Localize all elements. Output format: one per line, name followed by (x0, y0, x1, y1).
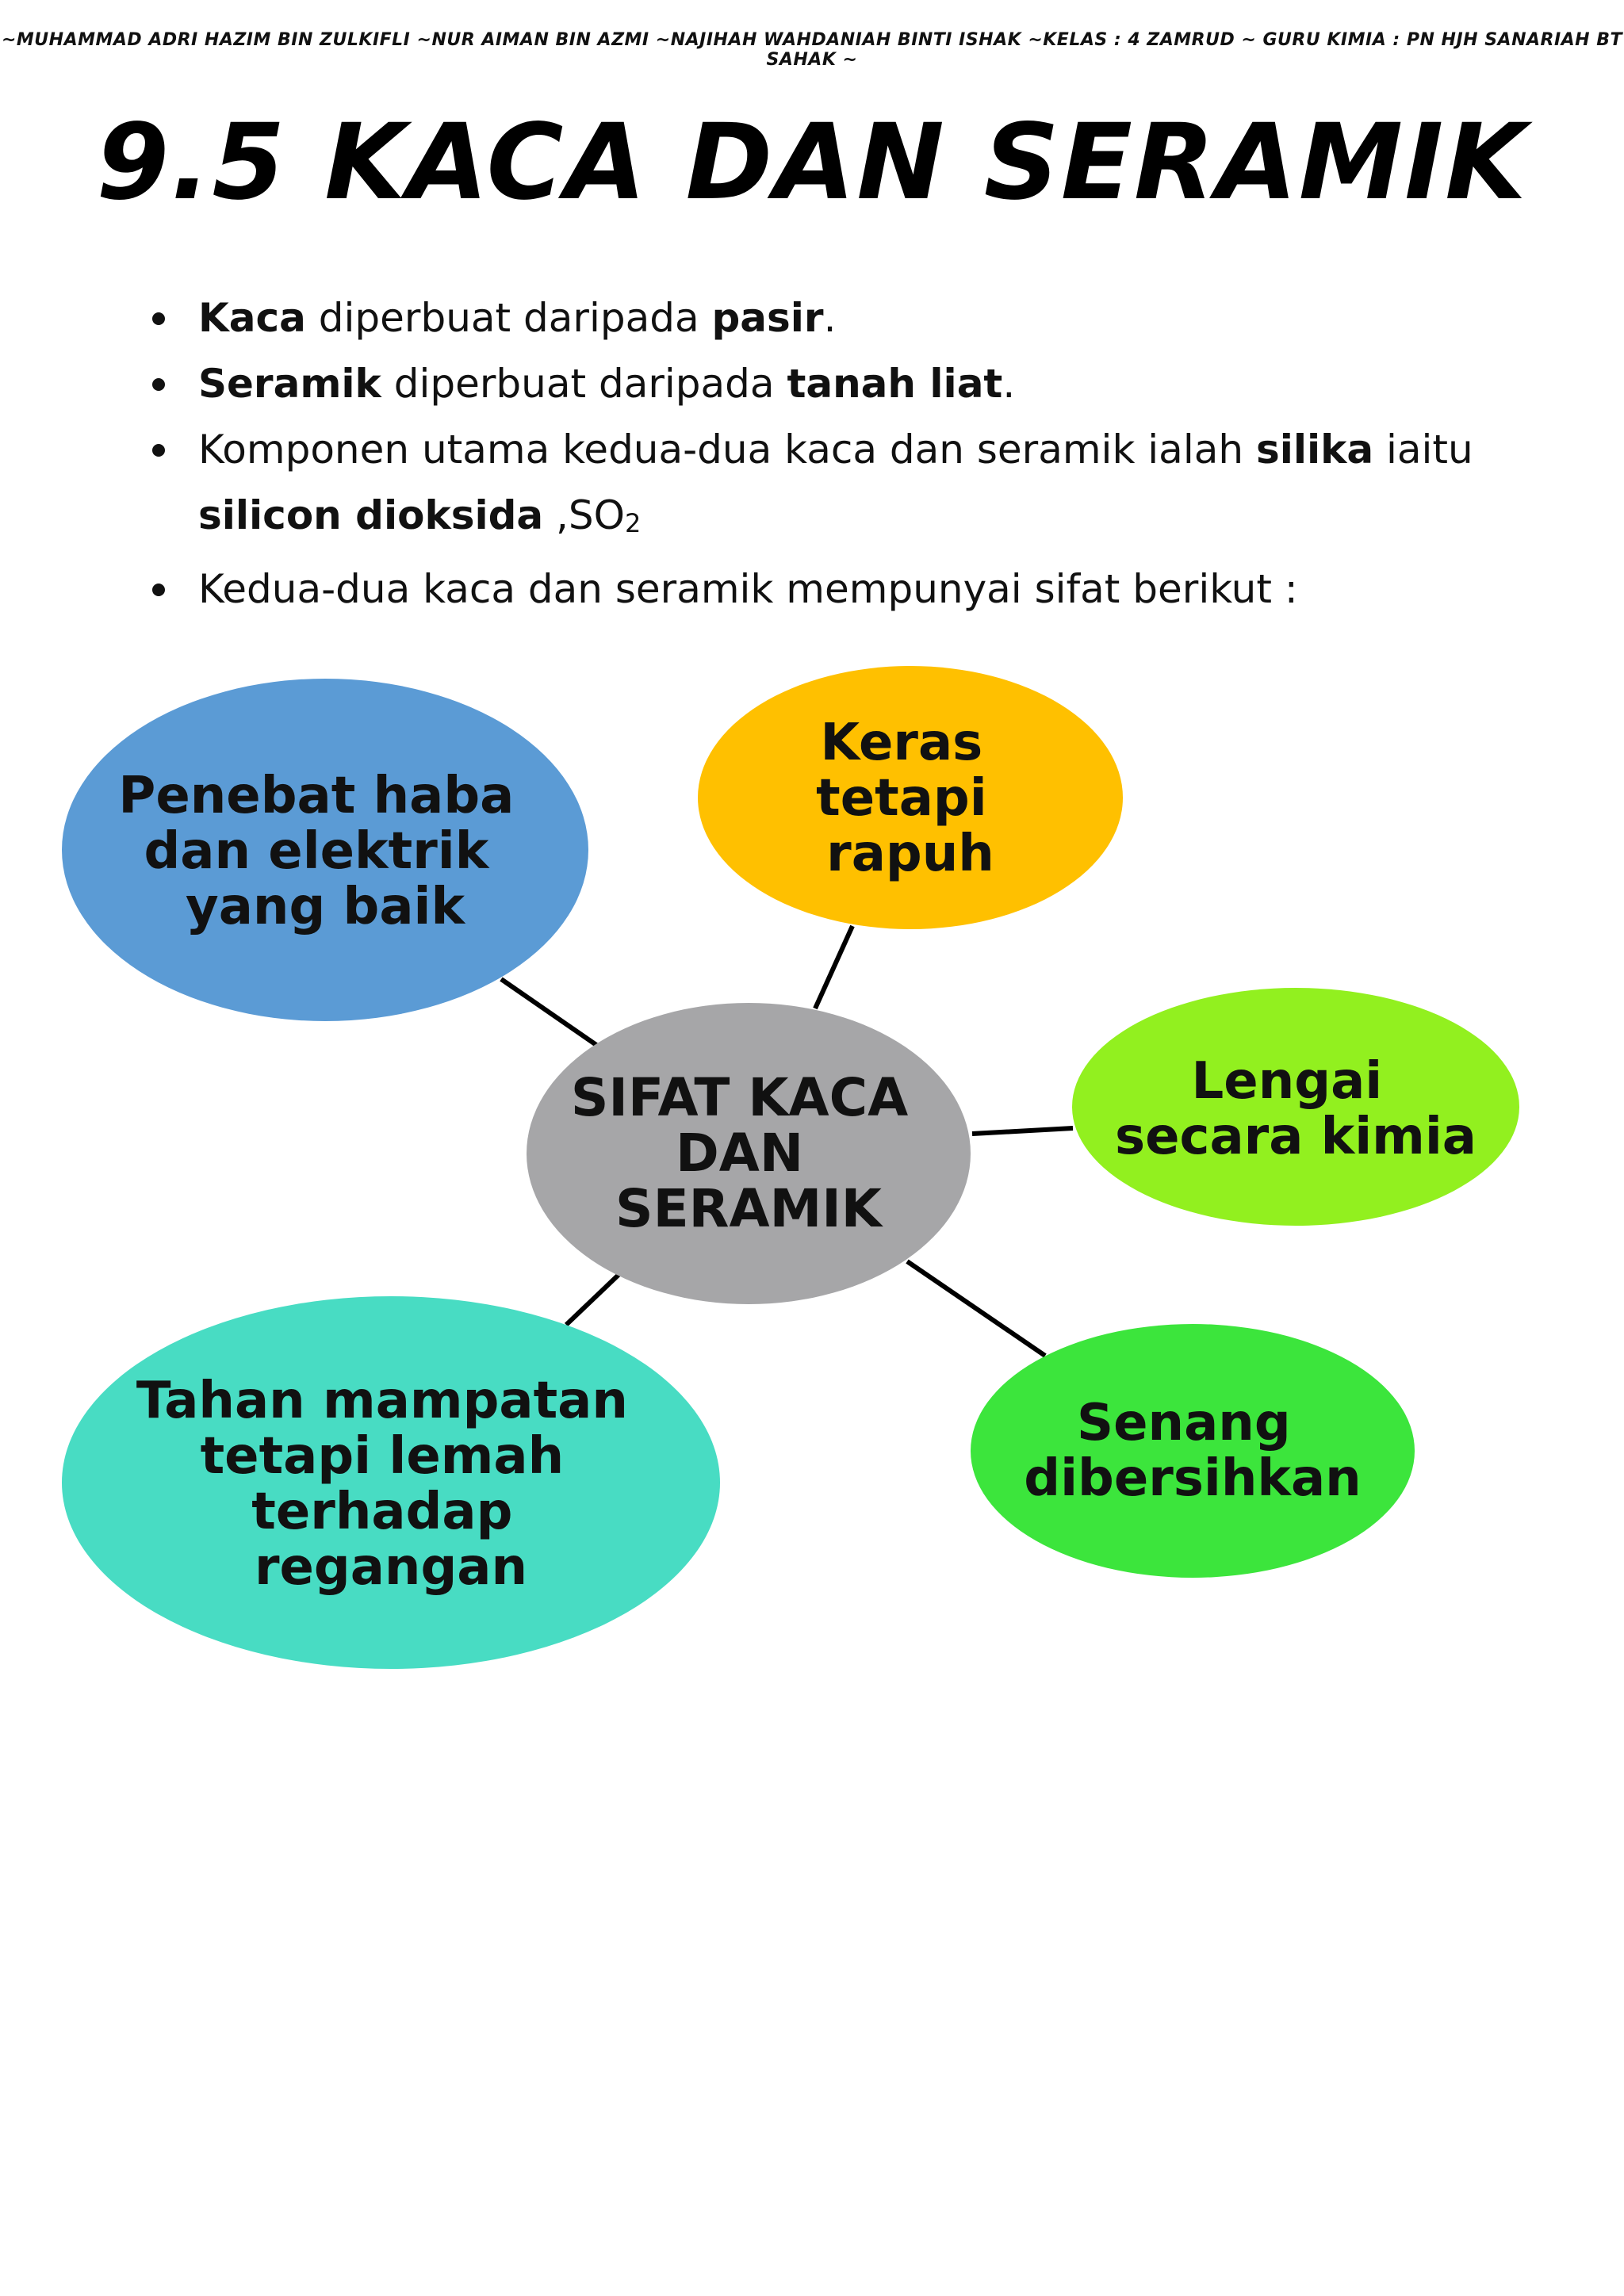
authors-header: ~MUHAMMAD ADRI HAZIM BIN ZULKIFLI ~NUR AIMAN BIN AZMI ~NAJIHAH WAHDANIAH BINTI ISHAK ~KELAS : 4 ZAMRUD ~ GURU KIMIA : PN HJH SANARIAH BT SAHAK ~ (1, 30, 1623, 70)
connector-keras (815, 926, 852, 1008)
node-tahan-label-1: Tahan mampatan (136, 1372, 628, 1430)
center-node (527, 1003, 971, 1304)
node-tahan (62, 1296, 720, 1669)
bullet-item-sifat: Kedua-dua kaca dan seramik mempunyai sifat berikut : (143, 557, 1491, 622)
node-senang (971, 1324, 1415, 1578)
bullet-item-komponen: Komponen utama kedua-dua kaca dan seramik ialah silika iaitu silicon dioksida $,SO_2$ (143, 417, 1491, 557)
node-tahan-label-2: tetapi lemah (200, 1427, 565, 1486)
node-lengai-label-1: Lengai (1191, 1052, 1383, 1111)
node-keras-label-1: Keras (820, 714, 983, 772)
page-title: 9.5 KACA DAN SERAMIK (96, 101, 1528, 224)
node-lengai-label-2: secara kimia (1115, 1108, 1477, 1166)
node-penebat-label-3: yang baik (185, 878, 465, 936)
center-node-label-1: SIFAT KACA (570, 1067, 909, 1128)
node-senang-label-2: dibersihkan (1024, 1449, 1362, 1508)
center-node-label-2: DAN (675, 1123, 804, 1184)
connector-tahan (566, 1275, 619, 1325)
node-keras-label-3: rapuh (826, 825, 994, 883)
node-senang-label-1: Senang (1077, 1394, 1291, 1452)
node-lengai (1072, 988, 1519, 1226)
svg-text:Keras tetapi rapuh (816, 714, 1005, 883)
node-keras-label-2: tetapi (816, 769, 987, 828)
connector-penebat (501, 979, 596, 1045)
node-penebat (62, 679, 588, 1021)
connector-senang (907, 1261, 1045, 1356)
center-node-label-3: SERAMIK (615, 1178, 882, 1239)
bullet-item-kaca: Kaca diperbuat daripada pasir. (143, 285, 1491, 351)
bullet-item-seramik: Seramik diperbuat daripada tanah liat. (143, 351, 1491, 417)
node-penebat-label-2: dan elektrik (144, 822, 489, 881)
node-tahan-label-4: regangan (254, 1538, 528, 1597)
node-penebat-label-1: Penebat haba (118, 767, 515, 825)
connector-lengai (972, 1128, 1073, 1134)
node-tahan-label-3: terhadap (251, 1483, 513, 1541)
node-keras (698, 666, 1123, 929)
